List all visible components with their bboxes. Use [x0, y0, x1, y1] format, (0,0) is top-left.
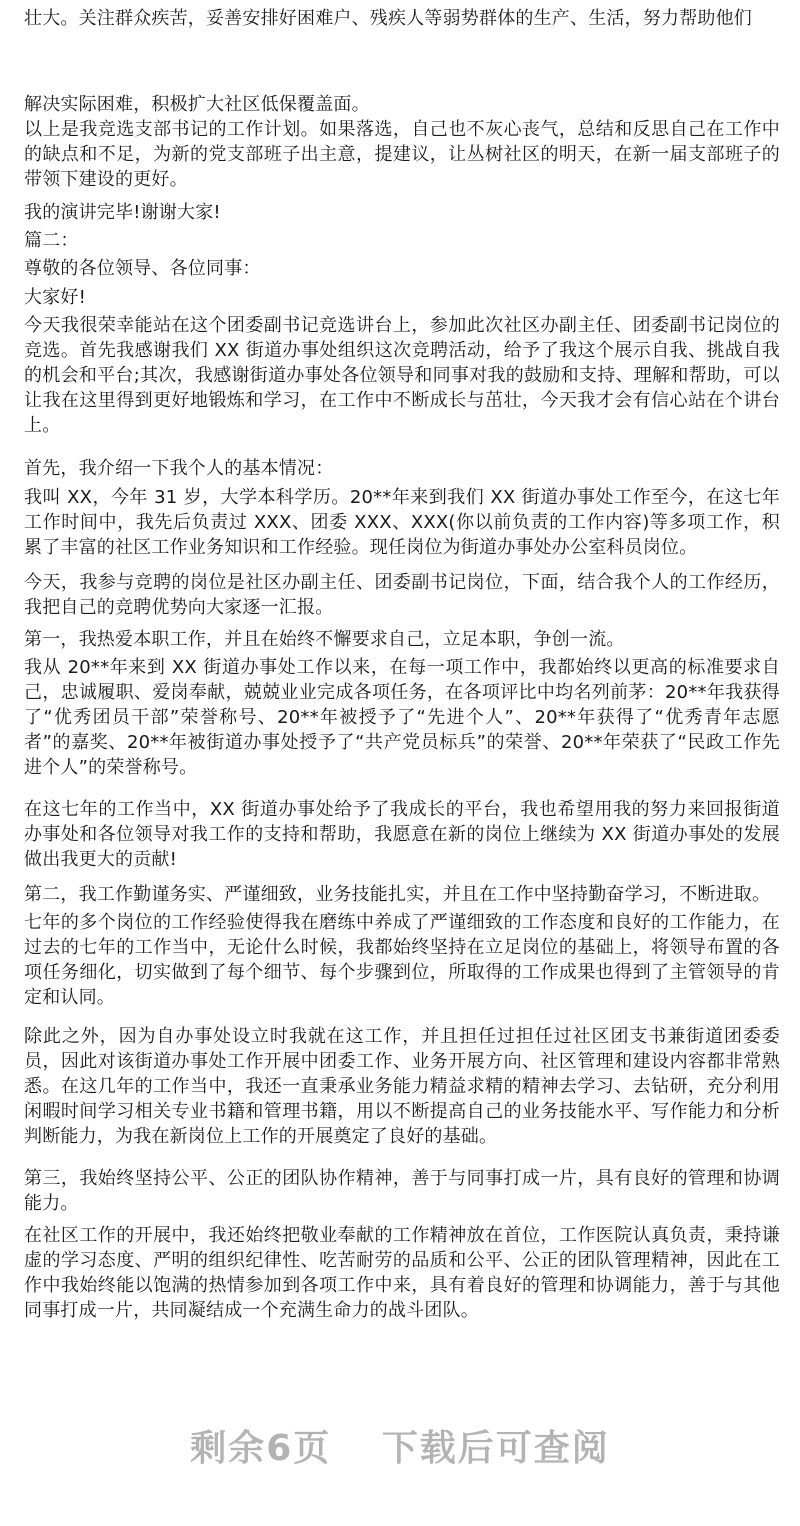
paragraph: 以上是我竞选支部书记的工作计划。如果落选，自己也不灰心丧气，总结和反思自己在工作中的缺点和不足，为新的党支部班子出主意，提建议，让丛树社区的明天，在新一届支部班子的带领下建设的更好。 [24, 119, 780, 190]
paragraph: 今天，我参与竞聘的岗位是社区办副主任、团委副书记岗位，下面，结合我个人的工作经历，我把自己的竞聘优势向大家逐一汇报。 [24, 572, 780, 618]
paragraph: 第一，我热爱本职工作，并且在始终不懈要求自己，立足本职，争创一流。 [24, 629, 625, 650]
paragraph: 在社区工作的开展中，我还始终把敬业奉献的工作精神放在首位，工作医院认真负责，秉持谦虚的学习态度、严明的组织纪律性、吃苦耐劳的品质和公平、公正的团队管理精神，因此在工作中我始终能以饱满的热情参加到各项工作中来，具有着良好的管理和协调能力，善于与其他同事打成一片，共同凝结成一个充满生命力的战斗团队。 [24, 1225, 780, 1321]
text-line: 解决实际困难，积极扩大社区低保覆盖面。 [24, 94, 370, 115]
paragraph: 首先，我介绍一下我个人的基本情况： [24, 458, 334, 479]
paragraph: 在这七年的工作当中，XX 街道办事处给予了我成长的平台，我也希望用我的努力来回报街道办事处和各位领导对我工作的支持和帮助，我愿意在新的岗位上继续为 XX 街道办事处的发展做出我更大的贡献! [24, 799, 780, 870]
paragraph: 除此之外，因为自办事处设立时我就在这工作，并且担任过担任过社区团支书兼街道团委委员，因此对该街道办事处工作开展中团委工作、业务开展方向、社区管理和建设内容都非常熟悉。在这几年的工作当中，我还一直秉承业务能力精益求精的精神去学习、去钻研，充分利用闲暇时间学习相关专业书籍和管理书籍，用以不断提高自己的业务技能水平、写作能力和分析判断能力，为我在新岗位上工作的开展奠定了良好的基础。 [24, 1026, 780, 1147]
download-label: 下载后可查阅 [381, 1428, 610, 1469]
download-prompt[interactable] [0, 1420, 800, 1480]
remaining-pages-label: 剩余6页 [190, 1428, 332, 1469]
paragraph: 今天我很荣幸能站在这个团委副书记竞选讲台上，参加此次社区办副主任、团委副书记岗位的竞选。首先我感谢我们 XX 街道办事处组织这次竞聘活动，给予了我这个展示自我、挑战自我的机会和平台;其次，我感谢街道办事处各位领导和同事对我的鼓励和支持、理解和帮助，可以让我在这里得到更好地锻炼和学习，在工作中不断成长与茁壮，今天我才会有信心站在个讲台上。 [24, 315, 780, 436]
paragraph: 第三，我始终坚持公平、公正的团队协作精神，善于与同事打成一片，具有良好的管理和协调能力。 [24, 1168, 780, 1214]
paragraph: 第二，我工作勤谨务实、严谨细致，业务技能扎实，并且在工作中坚持勤奋学习，不断进取。 [24, 884, 771, 905]
paragraph: 我叫 XX，今年 31 岁，大学本科学历。20**年来到我们 XX 街道办事处工作至今，在这七年工作时间中，我先后负责过 XXX、团委 XXX、XXX(你以前负责的工作内容)等多项工作，积累了丰富的社区工作业务知识和工作经验。现任岗位为街道办事处办公室科员岗位。 [24, 487, 780, 558]
section-heading: 篇二： [24, 230, 79, 251]
salutation: 尊敬的各位领导、各位同事： [24, 258, 261, 279]
paragraph: 七年的多个岗位的工作经验使得我在磨练中养成了严谨细致的工作态度和良好的工作能力，在过去的七年的工作当中，无论什么时候，我都始终坚持在立足岗位的基础上，将领导布置的各项任务细化，切实做到了每个细节、每个步骤到位，所取得的工作成果也得到了主管领导的肯定和认同。 [24, 912, 780, 1008]
text-line: 壮大。关注群众疾苦，妥善安排好困难户、残疾人等弱势群体的生产、生活，努力帮助他们 [24, 8, 752, 29]
paragraph: 我从 20**年来到 XX 街道办事处工作以来，在每一项工作中，我都始终以更高的标准要求自己，忠诚履职、爱岗奉献，兢兢业业完成各项任务，在各项评比中均名列前茅：20**年我获得了“优秀团员干部”荣誉称号、20**年被授予了“先进个人”、20**年获得了“优秀青年志愿者”的嘉奖、20**年被街道办事处授予了“共产党员标兵”的荣誉、20**年荣获了“民政工作先进个人”的荣誉称号。 [24, 657, 780, 778]
greeting: 大家好! [24, 287, 87, 308]
paragraph: 我的演讲完毕!谢谢大家! [24, 202, 221, 223]
